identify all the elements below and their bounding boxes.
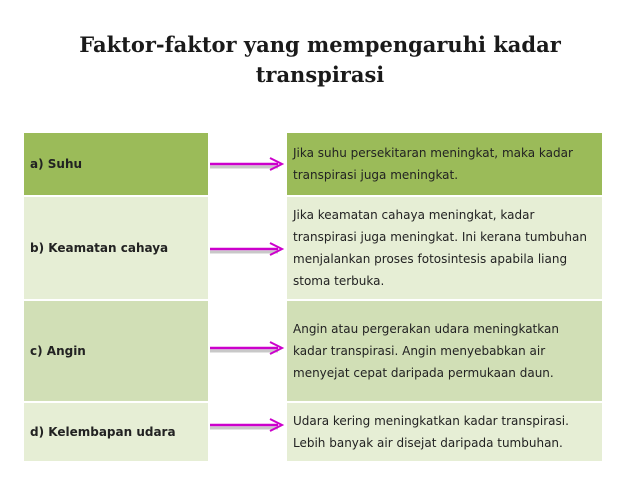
factor-label-cell: [24, 301, 208, 403]
factor-label-cell: [24, 197, 208, 301]
factor-description: Angin atau pergerakan udara meningkatkan kadar transpirasi. Angin menyebabkan air menyejat cepat daripada permukaan daun.: [293, 322, 559, 380]
factor-label-cell: [24, 403, 208, 463]
factor-description-cell: [287, 403, 602, 463]
factor-description: Jika keamatan cahaya meningkat, kadar transpirasi juga meningkat. Ini kerana tumbuhan menjalankan proses fotosintesis apabila liang stoma terbuka.: [293, 208, 587, 288]
slide-title-line-1: Faktor-faktor yang mempengaruhi kadar: [79, 32, 561, 57]
factor-description-cell: [287, 133, 602, 197]
right-arrow-icon: [210, 158, 282, 170]
right-arrow-icon: [210, 419, 282, 431]
factor-label: b) Keamatan cahaya: [30, 241, 169, 255]
right-arrow-icon: [210, 243, 282, 255]
factor-label: d) Kelembapan udara: [30, 425, 176, 439]
factor-description-cell: [287, 301, 602, 403]
factor-label-column: [24, 133, 208, 463]
connector-arrows: [206, 133, 288, 463]
factor-label: c) Angin: [30, 344, 86, 358]
factor-description-cell: [287, 197, 602, 301]
factor-label: a) Suhu: [30, 157, 83, 171]
slide-title-line-2: transpirasi: [255, 62, 385, 87]
slide-title: [60, 30, 580, 90]
factor-description-column: [287, 133, 602, 463]
factor-label-cell: [24, 133, 208, 197]
factor-description: Jika suhu persekitaran meningkat, maka kadar transpirasi juga meningkat.: [293, 146, 573, 182]
right-arrow-icon: [210, 342, 282, 354]
factor-description: Udara kering meningkatkan kadar transpirasi. Lebih banyak air disejat daripada tumbuhan.: [293, 414, 569, 450]
